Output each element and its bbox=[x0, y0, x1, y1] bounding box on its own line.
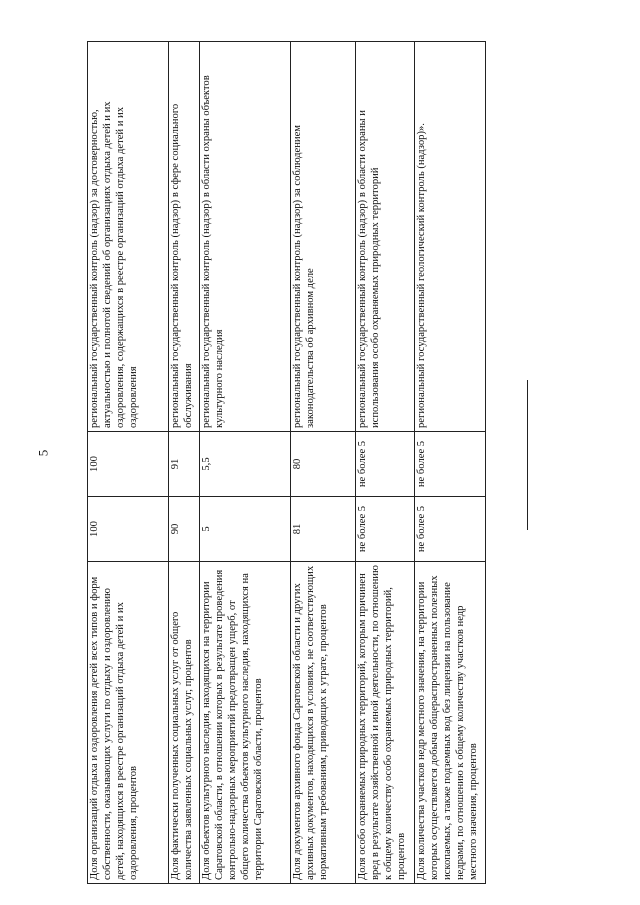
table-row bbox=[415, 42, 486, 884]
value-cell: 81 bbox=[291, 497, 356, 562]
page-number: 5 bbox=[35, 449, 51, 457]
indicator-cell: Доля документов архивного фонда Саратовской области и других архивных документов, находящихся в условиях, не соответствующих нормативным требованиям, приводящих к утрате, процентов bbox=[291, 562, 356, 884]
value-cell: 80 bbox=[291, 432, 356, 497]
control-type-cell: региональный государственный контроль (надзор) в области охраны объектов культурного наследия bbox=[200, 42, 291, 432]
table-row bbox=[88, 42, 169, 884]
footer-divider-line bbox=[527, 380, 528, 530]
value-cell: не более 5 bbox=[356, 497, 415, 562]
rotated-table-container bbox=[87, 42, 477, 884]
control-type-cell: региональный государственный контроль (надзор) за соблюдением законодательства об архивном деле bbox=[291, 42, 356, 432]
table-row bbox=[200, 42, 291, 884]
control-type-cell: региональный государственный контроль (надзор) за достоверностью, актуальностью и полнотой сведений об организациях отдыха детей и их оздоровления, содержащихся в реестре организаций отдыха детей и их оздоровления bbox=[88, 42, 169, 432]
control-type-cell: региональный государственный контроль (надзор) в сфере социального обслуживания bbox=[169, 42, 200, 432]
value-cell: не более 5 bbox=[415, 432, 486, 497]
table-row bbox=[291, 42, 356, 884]
indicator-cell: Доля фактически полученных социальных услуг от общего количества заявленных социальных услуг, процентов bbox=[169, 562, 200, 884]
table-row bbox=[169, 42, 200, 884]
value-cell: не более 5 bbox=[356, 432, 415, 497]
indicator-cell: Доля количества участков недр местного значения, на территории которых осуществляется добыча общераспространенных полезных ископаемых, а также подземных вод без лицензии на пользование недрами, по отношению к общему количеству участков недр местного значения, процентов bbox=[415, 562, 486, 884]
value-cell: не более 5 bbox=[415, 497, 486, 562]
value-cell: 91 bbox=[169, 432, 200, 497]
indicator-cell: Доля особо охраняемых природных территорий, которым причинен вред в результате хозяйственной и иной деятельности, по отношению к общему количеству особо охраняемых природных территорий, процентов bbox=[356, 562, 415, 884]
control-type-cell: региональный государственный геологический контроль (надзор)». bbox=[415, 42, 486, 432]
indicators-table bbox=[87, 41, 486, 884]
indicator-cell: Доля организаций отдыха и оздоровления детей всех типов и форм собственности, оказывающих услуги по отдыху и оздоровлению детей, находящихся в реестре организаций отдыха детей и их оздоровления, процентов bbox=[88, 562, 169, 884]
control-type-cell: региональный государственный контроль (надзор) в области охраны и использования особо охраняемых природных территорий bbox=[356, 42, 415, 432]
value-cell: 100 bbox=[88, 497, 169, 562]
value-cell: 90 bbox=[169, 497, 200, 562]
table-row bbox=[356, 42, 415, 884]
value-cell: 100 bbox=[88, 432, 169, 497]
value-cell: 5,5 bbox=[200, 432, 291, 497]
indicator-cell: Доля объектов культурного наследия, находящихся на территории Саратовской области, в отношении которых в результате проведения контрольно-надзорных мероприятий предотвращен ущерб, от общего количества объектов культурного наследия, находящихся на территории Саратовской области, процентов bbox=[200, 562, 291, 884]
value-cell: 5 bbox=[200, 497, 291, 562]
